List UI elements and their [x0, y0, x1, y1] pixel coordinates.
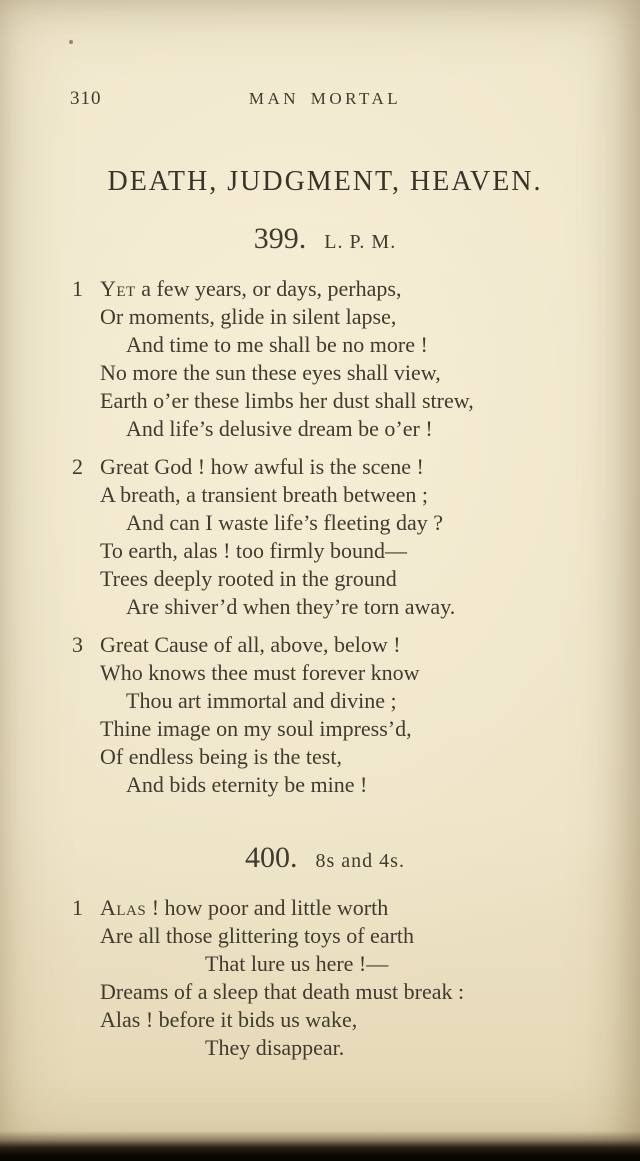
page-bottom-edge — [0, 1131, 640, 1161]
verse-number: 1 — [72, 895, 83, 920]
verse — [70, 631, 580, 799]
poem-line: 2 Great God ! how awful is the scene ! — [72, 454, 424, 479]
poem-line: Thou art immortal and divine ; — [126, 688, 397, 713]
section-title: DEATH, JUDGMENT, HEAVEN. — [107, 166, 543, 197]
poem-line: Who knows thee must forever know — [100, 660, 420, 685]
hymn-meter: 8s and 4s. — [315, 850, 405, 872]
poem-line: To earth, alas ! too firmly bound— — [100, 538, 408, 563]
verse — [70, 453, 580, 621]
hymn-heading — [70, 839, 580, 880]
poem-line: Earth o’er these limbs her dust shall strew, — [100, 388, 474, 413]
poem-line: A breath, a transient breath between ; — [100, 482, 429, 507]
poem-line: Or moments, glide in silent lapse, — [100, 304, 397, 329]
poem-line: Alas ! before it bids us wake, — [100, 1007, 358, 1032]
page-header — [70, 88, 580, 110]
poem-line: Dreams of a sleep that death must break : — [100, 979, 465, 1004]
poem-line: And bids eternity be mine ! — [126, 772, 368, 797]
poem-line: And life’s delusive dream be o’er ! — [126, 416, 433, 441]
poem-line: Thine image on my soul impress’d, — [100, 716, 412, 741]
verse — [70, 894, 580, 1062]
poem-line: They disappear. — [205, 1035, 345, 1060]
hymn-heading — [70, 220, 580, 261]
poem-line: And time to me shall be no more ! — [126, 332, 428, 357]
poem-line: Of endless being is the test, — [100, 744, 342, 769]
hymn-number: 400. — [245, 841, 298, 874]
hymns-container — [70, 220, 580, 1062]
poem-line: 1 Alas ! how poor and little worth — [72, 895, 389, 920]
lead-word: Yet — [100, 276, 136, 301]
lead-word: Alas — [100, 895, 147, 920]
poem-line: Are all those glittering toys of earth — [100, 923, 415, 948]
poem-line: Are shiver’d when they’re torn away. — [126, 594, 456, 619]
verse-number: 3 — [72, 632, 83, 657]
poem-line: That lure us here !— — [205, 951, 389, 976]
poem-line: 1 Yet a few years, or days, perhaps, — [72, 276, 402, 301]
verse-number: 2 — [72, 454, 83, 479]
running-header: MAN MORTAL — [248, 89, 402, 108]
page-number: 310 — [70, 88, 102, 109]
verse — [70, 275, 580, 443]
verse-number: 1 — [72, 276, 83, 301]
poem-line: No more the sun these eyes shall view, — [100, 360, 441, 385]
hymn-meter: L. P. M. — [324, 231, 397, 253]
poem-line: 3 Great Cause of all, above, below ! — [72, 632, 401, 657]
poem-line: And can I waste life’s fleeting day ? — [126, 510, 444, 535]
poem-line: Trees deeply rooted in the ground — [100, 566, 397, 591]
hymn-number: 399. — [253, 222, 307, 255]
paper-speck — [69, 40, 73, 44]
